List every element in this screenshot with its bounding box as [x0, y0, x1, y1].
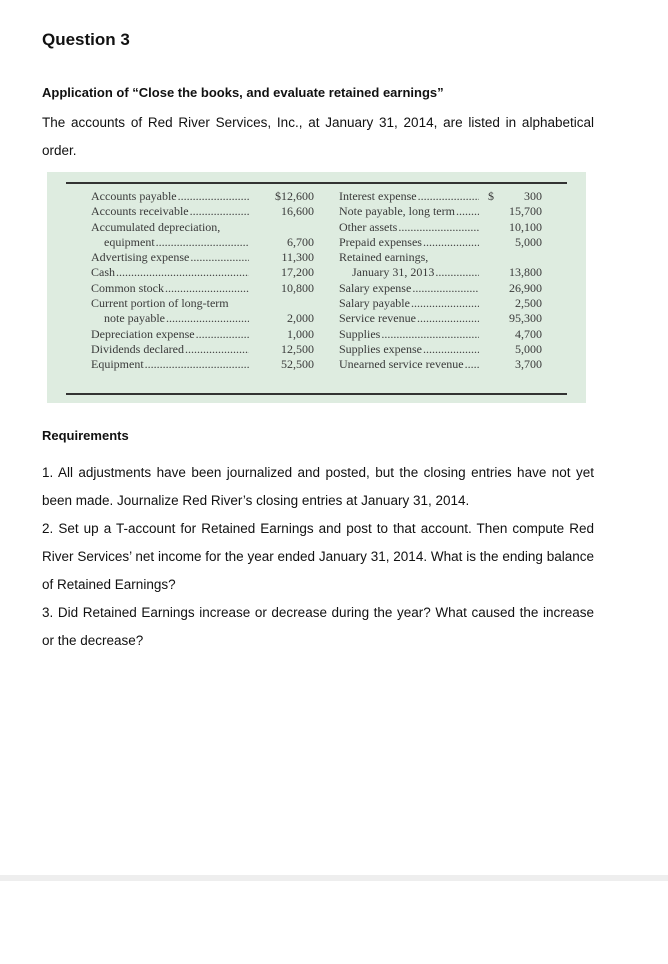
requirement-item: 3. Did Retained Earnings increase or decrease during the year? What caused the increase or the decrease?	[42, 605, 594, 648]
account-value: 12,500	[281, 341, 314, 356]
account-value: 2,500	[515, 296, 542, 311]
requirement-item: 2. Set up a T-account for Retained Earnings and post to that account. Then compute Red River Services’ net income for the year ended January 31, 2014. What is the ending balance of Retained Earnings?	[42, 521, 594, 592]
account-value: 300	[524, 189, 542, 203]
page-bottom-divider	[0, 875, 668, 881]
account-value: $12,600	[275, 189, 314, 203]
account-value: 26,900	[509, 280, 542, 295]
account-label: Note payable, long term .....	[339, 204, 479, 219]
right-account-labels	[339, 189, 479, 373]
requirements-list	[42, 459, 594, 655]
account-label: equipment .....	[91, 235, 249, 250]
account-label: Salary expense .....	[339, 281, 479, 296]
account-label: Accounts receivable .....	[91, 204, 249, 219]
account-value: 4,700	[515, 326, 542, 341]
account-label: Current portion of long-term	[91, 296, 229, 311]
account-label: Service revenue .....	[339, 311, 479, 326]
account-label: Supplies .....	[339, 327, 479, 342]
table-top-rule	[66, 182, 567, 184]
account-label: Advertising expense .....	[91, 250, 249, 265]
account-label: Salary payable .....	[339, 296, 479, 311]
question-title: Question 3	[42, 30, 130, 49]
account-label: note payable .....	[91, 311, 249, 326]
account-label: Interest expense .....	[339, 189, 479, 204]
account-label: Dividends declared .....	[91, 342, 249, 357]
account-value: 5,000	[515, 341, 542, 356]
account-label: Retained earnings,	[339, 250, 429, 265]
application-title: Application of “Close the books, and evaluate retained earnings”	[42, 85, 444, 100]
requirement-item: 1. All adjustments have been journalized and posted, but the closing entries have not yet been made. Journalize Red River’s closing entries at January 31, 2014.	[42, 465, 594, 508]
right-account-values	[488, 189, 542, 373]
left-account-values	[262, 189, 314, 373]
account-value: 3,700	[515, 357, 542, 372]
account-value-row	[488, 189, 542, 204]
account-label: Other assets .....	[339, 220, 479, 235]
account-value: 95,300	[509, 311, 542, 326]
table-bottom-rule	[66, 393, 567, 395]
account-value	[262, 220, 314, 235]
requirements-title: Requirements	[42, 428, 129, 443]
account-value: 5,000	[515, 234, 542, 249]
account-value: 11,300	[281, 250, 314, 265]
account-value: 10,100	[509, 219, 542, 234]
account-label: Prepaid expenses .....	[339, 235, 479, 250]
account-label: Depreciation expense .....	[91, 327, 249, 342]
left-account-labels	[91, 189, 249, 373]
account-label: Accumulated depreciation,	[91, 219, 221, 234]
account-value: 16,600	[281, 204, 314, 219]
account-value: 52,500	[281, 357, 314, 372]
account-value	[262, 296, 314, 311]
account-label: Common stock .....	[91, 281, 249, 296]
account-value: 17,200	[281, 265, 314, 280]
account-label: Supplies expense .....	[339, 342, 479, 357]
account-label: January 31, 2013 .....	[339, 265, 479, 280]
currency-symbol: $	[488, 189, 494, 203]
account-value: 2,000	[287, 311, 314, 326]
account-value: 10,800	[281, 280, 314, 295]
account-label: Accounts payable .....	[91, 189, 249, 204]
intro-text: The accounts of Red River Services, Inc., at January 31, 2014, are listed in alphabetical order.	[42, 115, 594, 158]
account-value: 6,700	[287, 234, 314, 249]
account-value: 13,800	[509, 265, 542, 280]
account-label: Equipment .....	[91, 357, 249, 372]
account-value: 1,000	[287, 326, 314, 341]
account-value	[488, 250, 542, 265]
account-label: Unearned service revenue .....	[339, 357, 479, 372]
account-value: 15,700	[509, 204, 542, 219]
account-label: Cash .....	[91, 265, 249, 280]
